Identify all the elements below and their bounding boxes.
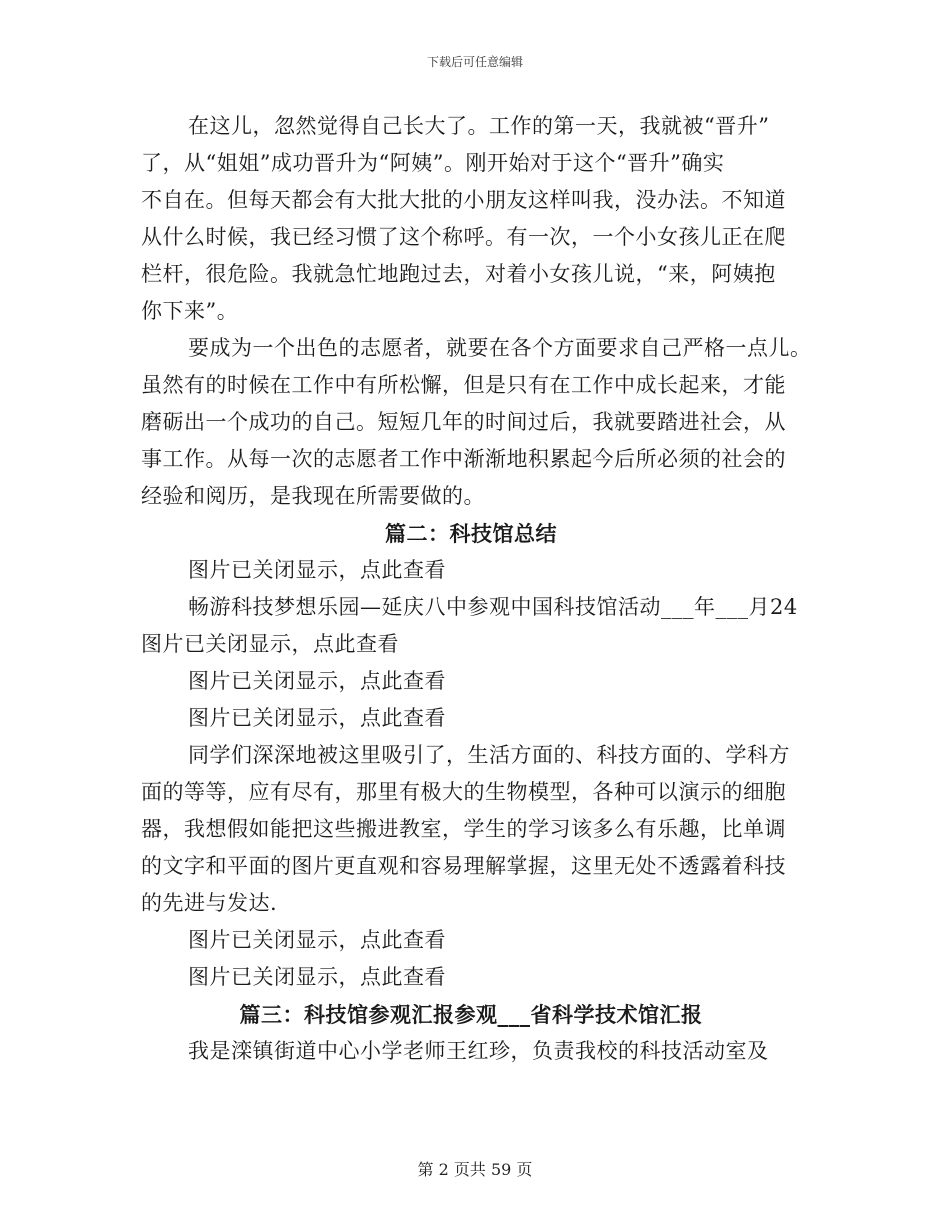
image-placeholder-link[interactable]: 图片已关闭显示，点此查看 — [188, 669, 446, 693]
paragraph-line: 的先进与发达. — [141, 891, 278, 915]
section-heading: 篇二：科技馆总结 — [385, 521, 557, 546]
page-header: 下载后可任意编辑 — [426, 55, 523, 69]
paragraph-line: 的文字和平面的图片更直观和容易理解掌握，这里无处不透露着科技 — [141, 854, 786, 878]
paragraph-line: 畅游科技梦想乐园—延庆八中参观中国科技馆活动___年___月24 — [188, 595, 798, 619]
paragraph-line: 不自在。但每天都会有大批大批的小朋友这样叫我，没办法。不知道 — [141, 188, 786, 212]
paragraph-line: 你下来”。 — [141, 299, 239, 323]
paragraph-line: 在这儿，忽然觉得自己长大了。工作的第一天，我就被“晋升” — [188, 114, 770, 138]
paragraph-line: 从什么时候，我已经习惯了这个称呼。有一次，一个小女孩儿正在爬 — [141, 225, 786, 249]
document-body — [141, 108, 812, 1070]
paragraph-line: 同学们深深地被这里吸引了，生活方面的、科技方面的、学科方 — [188, 743, 790, 767]
paragraph-line: 事工作。从每一次的志愿者工作中渐渐地积累起今后所必须的社会的 — [141, 447, 786, 471]
image-placeholder-link[interactable]: 图片已关闭显示，点此查看 — [188, 558, 446, 582]
paragraph-line: 了，从“姐姐”成功晋升为“阿姨”。刚开始对于这个“晋升”确实 — [141, 151, 725, 175]
paragraph-line: 虽然有的时候在工作中有所松懈，但是只有在工作中成长起来，才能 — [141, 373, 786, 397]
paragraph-line: 磨砺出一个成功的自己。短短几年的时间过后，我就要踏进社会，从 — [141, 410, 786, 434]
page-footer: 第 2 页共 59 页 — [417, 1160, 533, 1179]
section-heading: 篇三：科技馆参观汇报参观___省科学技术馆汇报 — [239, 1002, 703, 1027]
paragraph-line: 栏杆，很危险。我就急忙地跑过去，对着小女孩儿说，“来，阿姨抱 — [141, 262, 776, 286]
paragraph-line: 器，我想假如能把这些搬进教室，学生的学习该多么有乐趣，比单调 — [141, 817, 786, 841]
paragraph-line: 我是滦镇街道中心小学老师王红珍，负责我校的科技活动室及 — [188, 1039, 769, 1063]
paragraph-line: 要成为一个出色的志愿者，就要在各个方面要求自己严格一点儿。 — [188, 336, 812, 360]
paragraph-line: 面的等等，应有尽有，那里有极大的生物模型，各种可以演示的细胞 — [141, 780, 786, 804]
paragraph-line: 经验和阅历，是我现在所需要做的。 — [141, 484, 485, 508]
image-placeholder-link[interactable]: 图片已关闭显示，点此查看 — [141, 632, 399, 656]
image-placeholder-link[interactable]: 图片已关闭显示，点此查看 — [188, 706, 446, 730]
image-placeholder-link[interactable]: 图片已关闭显示，点此查看 — [188, 928, 446, 952]
image-placeholder-link[interactable]: 图片已关闭显示，点此查看 — [188, 965, 446, 989]
